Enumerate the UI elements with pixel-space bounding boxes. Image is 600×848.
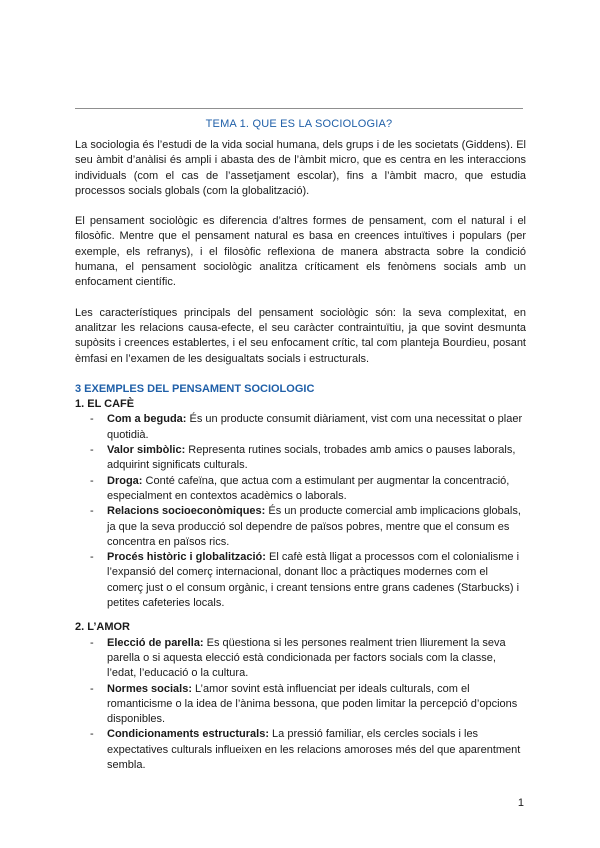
page-number: 1	[517, 797, 524, 809]
list-item-term: Normes socials:	[107, 682, 192, 695]
list-item-term: Elecció de parella:	[107, 636, 204, 649]
list-item	[75, 727, 526, 773]
list-dash: -	[90, 444, 94, 457]
amor-list	[75, 636, 526, 774]
list-dash: -	[90, 551, 94, 564]
list-item-text: És un producte consumit diàriament, vist com una necessitat o plaer quotidià.	[107, 413, 523, 441]
list-item-term: Com a beguda:	[107, 413, 187, 426]
list-item-term: Droga:	[107, 474, 143, 487]
list-dash: -	[90, 728, 94, 741]
list-item-text: Es qüestiona si les persones realment trien lliurement la seva parella o si aquesta elecció està condicionada per factors socials com la classe, l’edat, l’educació o la cultura.	[107, 636, 506, 680]
list-item	[75, 474, 526, 505]
list-item	[75, 550, 526, 611]
cafe-heading: 1. EL CAFÈ	[75, 398, 135, 411]
amor-heading: 2. L’AMOR	[75, 621, 131, 634]
intro-paragraph-2: El pensament sociològic es diferencia d’altres formes de pensament, com el natural i el filosòfic. Mentre que el pensament natural es basa en creences intuïtives i populars (per exemple, els refranys), i el filosòfic reflexiona de manera abstracta sobre la condició humana, el pensament sociològic analitza críticament els fenòmens socials amb un enfocament científic.	[75, 215, 526, 289]
list-item	[75, 504, 526, 550]
intro-paragraph-3: Les característiques principals del pensament sociològic són: la seva complexitat, en analitzar les relacions causa-efecte, el seu caràcter contraintuïtiu, ja que sovint desmunta supòsits i creences establertes, i el seu enfocament crític, tal com planteja Bourdieu, posant èmfasi en l’examen de les desigualtats socials i estructurals.	[75, 306, 526, 365]
list-item-text: Representa rutines socials, trobades amb amics o pauses laborals, adquirint significats culturals.	[107, 444, 516, 472]
list-item-term: Procés històric i globalització:	[107, 551, 266, 564]
list-item-term: Condicionaments estructurals:	[107, 728, 269, 741]
list-item-text: La pressió familiar, els cercles socials i les expectatives culturals influeixen en les relacions amoroses més del que aparentment sembla.	[107, 728, 521, 771]
list-dash: -	[90, 413, 94, 426]
examples-heading: 3 EXEMPLES DEL PENSAMENT SOCIOLOGIC	[75, 382, 315, 395]
list-item-text: Conté cafeïna, que actua com a estimulant per augmentar la concentració, especialment en contextos acadèmics o laborals.	[107, 474, 510, 502]
list-item-text: El cafè està lligat a processos com el colonialisme i l’expansió del comerç internacional, donant lloc a pràctiques modernes com el comerç just o el consum orgànic, i creant tensions entre grans cadenes (Starbucks) i petites cafeteries locals.	[107, 551, 520, 610]
list-item	[75, 682, 526, 728]
list-item-text: L’amor sovint està influenciat per ideals culturals, com el romanticisme o la idea de l’ànima bessona, que poden limitar la percepció d’opcions disponibles.	[107, 682, 518, 726]
list-item-text: És un producte comercial amb implicacions globals, ja que la seva producció sol dependre de països pobres, mentre que el consum es concentra en països rics.	[107, 505, 521, 548]
list-item-term: Relacions socioeconòmiques:	[107, 505, 266, 518]
list-dash: -	[90, 682, 94, 695]
cafe-list	[75, 412, 526, 611]
list-item	[75, 636, 526, 682]
list-dash: -	[90, 505, 94, 518]
list-item-term: Valor simbòlic:	[107, 444, 186, 457]
document-body	[75, 138, 526, 773]
list-item	[75, 443, 526, 474]
list-dash: -	[90, 636, 94, 649]
page-title: TEMA 1. QUE ES LA SOCIOLOGIA?	[205, 118, 393, 130]
intro-paragraph-1: La sociologia és l’estudi de la vida social humana, dels grups i de les societats (Giddens). El seu àmbit d’anàlisi és ampli i abasta des de l’àmbit micro, que es centra en les interaccions individuals (com el cas de l’assetjament escolar), fins a l’àmbit macro, que estudia processos socials globals (com la globalització).	[75, 139, 526, 197]
list-dash: -	[90, 474, 94, 487]
list-item	[75, 412, 526, 443]
header-rule	[75, 108, 523, 109]
